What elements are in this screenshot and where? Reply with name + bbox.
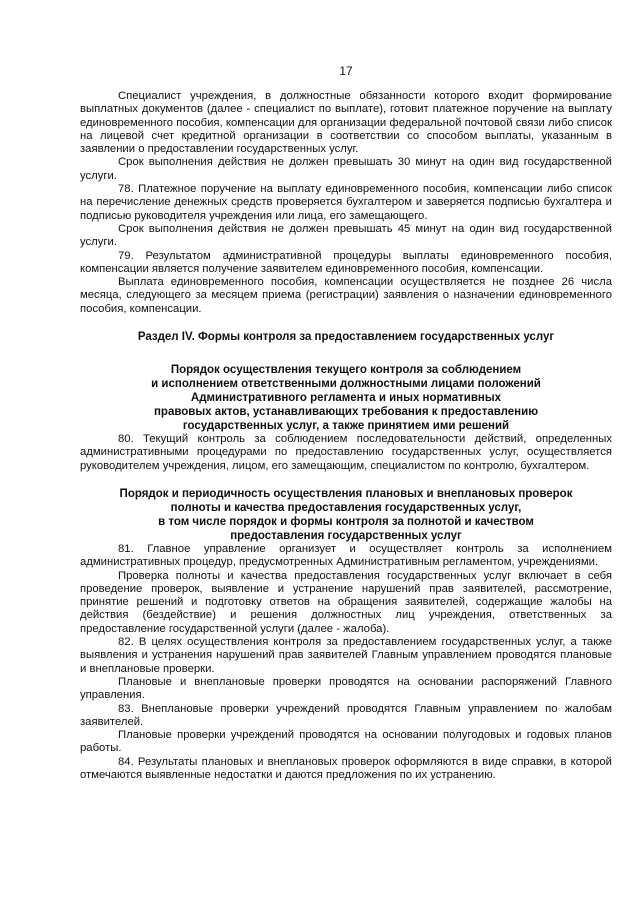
paragraph: 79. Результатом административной процедуры выплаты единовременного пособия, компенсации является получение заявителем единовременного пособия, компенсации. [80,249,612,275]
heading-line: предоставления государственных услуг [230,529,462,542]
heading-line: государственных услуг, а также принятием ими решений [182,420,510,433]
heading-line: Порядок осуществления текущего контроля за соблюдением [170,364,522,377]
paragraph: Специалист учреждения, в должностные обязанности которого входит формирование выплатных документов (далее - специалист по выплате), готовит платежное поручение на выплату единовременного пособия, компенсации для организации федеральной почтовой связи либо список на лицевой счет кредитной организации в соответствии со способом выплаты, указанным в заявлении о предоставлении государственных услуг. [80,90,612,156]
subsection-heading-inspections [80,487,612,543]
paragraph: 82. В целях осуществления контроля за предоставлением государственных услуг, а также выявления и устранения нарушений прав заявителей Главным управлением проводятся плановые и внеплановые проверки. [80,636,612,675]
paragraph: Выплата единовременного пособия, компенсации осуществляется не позднее 26 числа месяца, следующего за месяцем приема (регистрации) заявления о назначении единовременного пособия, компенсации. [80,276,612,315]
heading-line: в том числе порядок и формы контроля за полнотой и качеством [158,515,534,528]
heading-line: и исполнением ответственными должностными лицами положений [151,378,541,391]
paragraph: Проверка полноты и качества предоставления государственных услуг включает в себя проведение проверок, выявление и устранение нарушений прав заявителей, рассмотрение, принятие решений и подготовку ответов на обращения заявителей, содержащие жалобы на действия (бездействие) и решения должностных лиц учреждения, ответственных за предоставление государственной услуги (далее - жалоба). [80,569,612,635]
paragraph: Плановые и внеплановые проверки проводятся на основании распоряжений Главного управления. [80,675,612,702]
heading-line: Порядок и периодичность осуществления плановых и внеплановых проверок [119,487,573,500]
heading-line: Административного регламента и иных нормативных [190,392,502,405]
page-number: 17 [339,64,353,78]
paragraph: 81. Главное управление организует и осуществляет контроль за исполнением административных процедур, предусмотренных Административным регламентом, учреждениями. [80,542,612,569]
paragraph: Плановые проверки учреждений проводятся на основании полугодовых и годовых планов работы. [80,729,612,755]
heading-line: полноты и качества предоставления государственных услуг, [170,501,522,514]
paragraph: 83. Внеплановые проверки учреждений проводятся Главным управлением по жалобам заявителей. [80,702,612,728]
paragraph: 78. Платежное поручение на выплату единовременного пособия, компенсации либо список на перечисление денежных средств проверяется бухгалтером и заверяется подписью бухгалтера и подписью руководителя учреждения или лица, его замещающего. [80,183,612,222]
paragraph: 80. Текущий контроль за соблюдением последовательности действий, определенных административными процедурами по предоставлению государственных услуг, осуществляется руководителем учреждения, лицом, его замещающим, специалистом по контролю, бухгалтером. [80,433,612,472]
paragraph: Срок выполнения действия не должен превышать 30 минут на один вид государственной услуги. [80,156,612,182]
paragraph: Срок выполнения действия не должен превышать 45 минут на один вид государственной услуги. [80,222,612,249]
paragraph: 84. Результаты плановых и внеплановых проверок оформляются в виде справки, в которой отмечаются выявленные недостатки и даются предложения по их устранению. [80,755,612,781]
heading-line: правовых актов, устанавливающих требования к предоставлению [153,406,539,419]
subsection-heading-current-control [80,363,612,433]
section-heading: Раздел IV. Формы контроля за предоставлением государственных услуг [137,331,555,344]
